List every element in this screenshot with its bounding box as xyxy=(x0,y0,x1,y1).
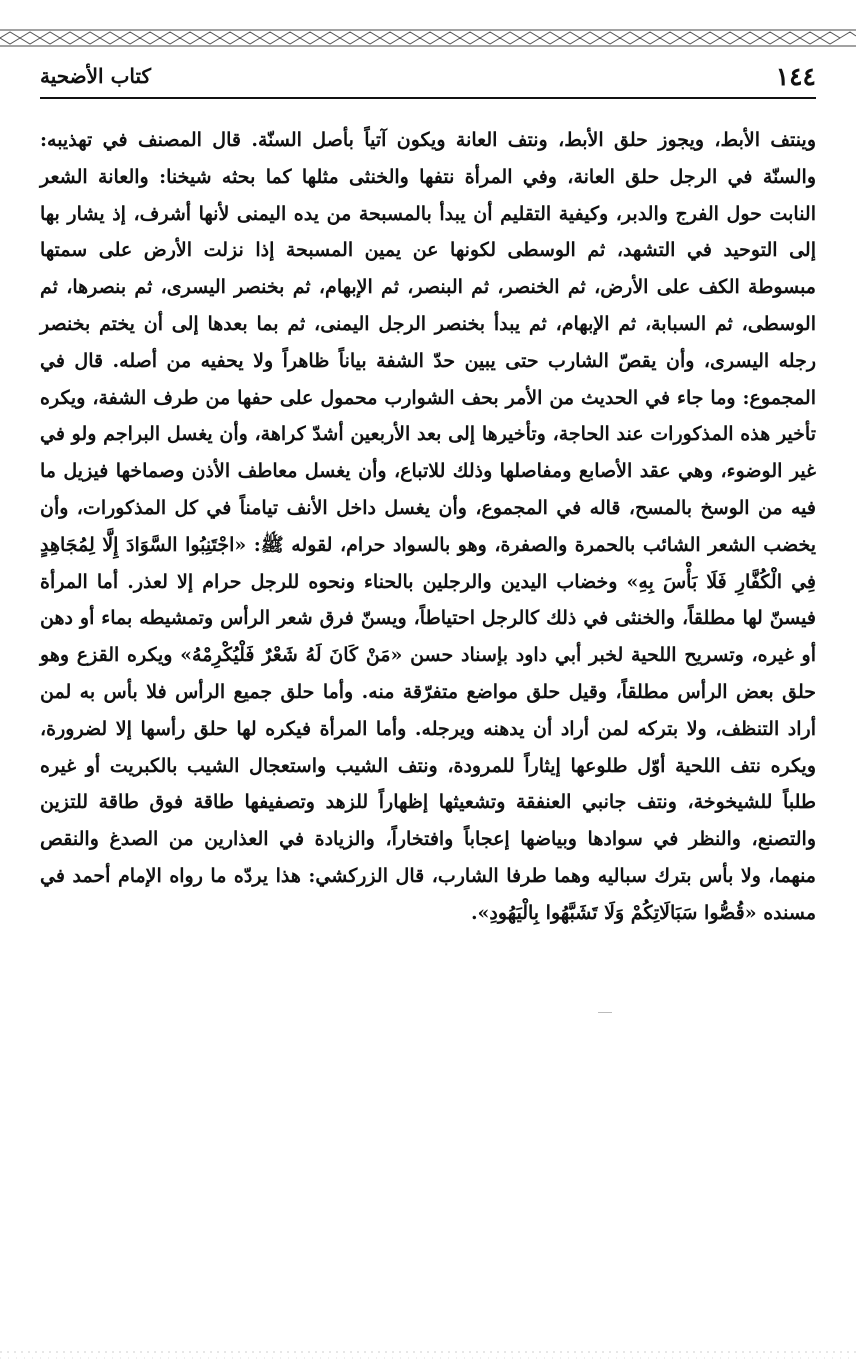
page-number: ١٤٤ xyxy=(775,61,816,91)
body-text xyxy=(40,122,816,932)
stray-mark xyxy=(598,1012,612,1013)
top-ornament-border xyxy=(0,28,856,48)
bottom-scan-noise xyxy=(0,1340,856,1367)
running-title: كتاب الأضحية xyxy=(40,64,152,88)
header-rule xyxy=(40,97,816,99)
page-header xyxy=(40,58,816,94)
body-paragraph: وينتف الأبط، ويجوز حلق الأبط، ونتف العانة ويكون آتياً بأصل السنّة. قال المصنف في تهذيبه: والسنّة في الرجل حلق العانة، وفي المرأة نتفها والخنثى مثلها كما بحثه شيخنا: والعانة الشعر النابت حول الفرج والدبر، وكيفية التقليم أن يبدأ بالمسبحة من يده اليمنى لأنها أشرف، إذ يشار بها إلى التوحيد في التشهد، ثم الوسطى لكونها عن يمين المسبحة إذا نزلت الأرض على سمتها مبسوطة الكف على الأرض، ثم الخنصر، ثم البنصر، ثم الإبهام، ثم بخنصر اليسرى، ثم بنصرها، ثم الوسطى، ثم السبابة، ثم الإبهام، ثم يبدأ بخنصر الرجل اليمنى، ثم بما بعدها إلى أن يختم بخنصر رجله اليسرى، وأن يقصّ الشارب حتى يبين حدّ الشفة بياناً ظاهراً ولا يحفيه من أصله. قال في المجموع: وما جاء في الحديث من الأمر بحف الشوارب محمول على حفها من طرف الشفة، ويكره تأخير هذه المذكورات عند الحاجة، وتأخيرها إلى بعد الأربعين أشدّ كراهة، وأن يغسل البراجم ولو في غير الوضوء، وهي عقد الأصابع ومفاصلها وذلك للاتباع، وأن يغسل معاطف الأذن وصماخها فيزيل ما فيه من الوسخ بالمسح، قاله في المجموع، وأن يغسل داخل الأنف تيامناً في كل المذكورات، وأن يخضب الشعر الشائب بالحمرة والصفرة، وهو بالسواد حرام، لقوله ﷺ: «اجْتَنِبُوا السَّوَادَ إِلَّا لِمُجَاهِدٍ فِي الْكُفَّارِ فَلَا بَأْسَ بِهِ» وخضاب اليدين والرجلين بالحناء ونحوه للرجل حرام إلا لعذر. أما المرأة فيسنّ لها مطلقاً، والخنثى في ذلك كالرجل احتياطاً، ويسنّ فرق شعر الرأس وتمشيطه بماء أو دهن أو غيره، وتسريح اللحية لخبر أبي داود بإسناد حسن «مَنْ كَانَ لَهُ شَعْرٌ فَلْيُكْرِمْهُ» ويكره القزع وهو حلق بعض الرأس مطلقاً، وقيل حلق مواضع متفرّقة منه. وأما حلق جميع الرأس فلا بأس به لمن أراد التنظف، ولا بتركه لمن أراد أن يدهنه ويرجله. وأما المرأة فيكره لها حلق رأسها إلا لضرورة، ويكره نتف اللحية أوّل طلوعها إيثاراً للمرودة، ونتف الشيب واستعجال الشيب بالكبريت أو غيره طلباً للشيخوخة، ونتف جانبي العنفقة وتشعيثها إظهاراً للزهد وتصفيفها طاقة فوق طاقة للتزين والتصنع، والنظر في سوادها وبياضها إعجاباً وافتخاراً، والزيادة في العذارين من الصدغ والنقص منهما، ولا بأس بترك سباليه وهما طرفا الشارب، قال الزركشي: هذا يردّه ما رواه الإمام أحمد في مسنده «قُصُّوا سَبَالَاتِكُمْ وَلَا تَشَبَّهُوا بِالْيَهُودِ». xyxy=(40,129,816,924)
